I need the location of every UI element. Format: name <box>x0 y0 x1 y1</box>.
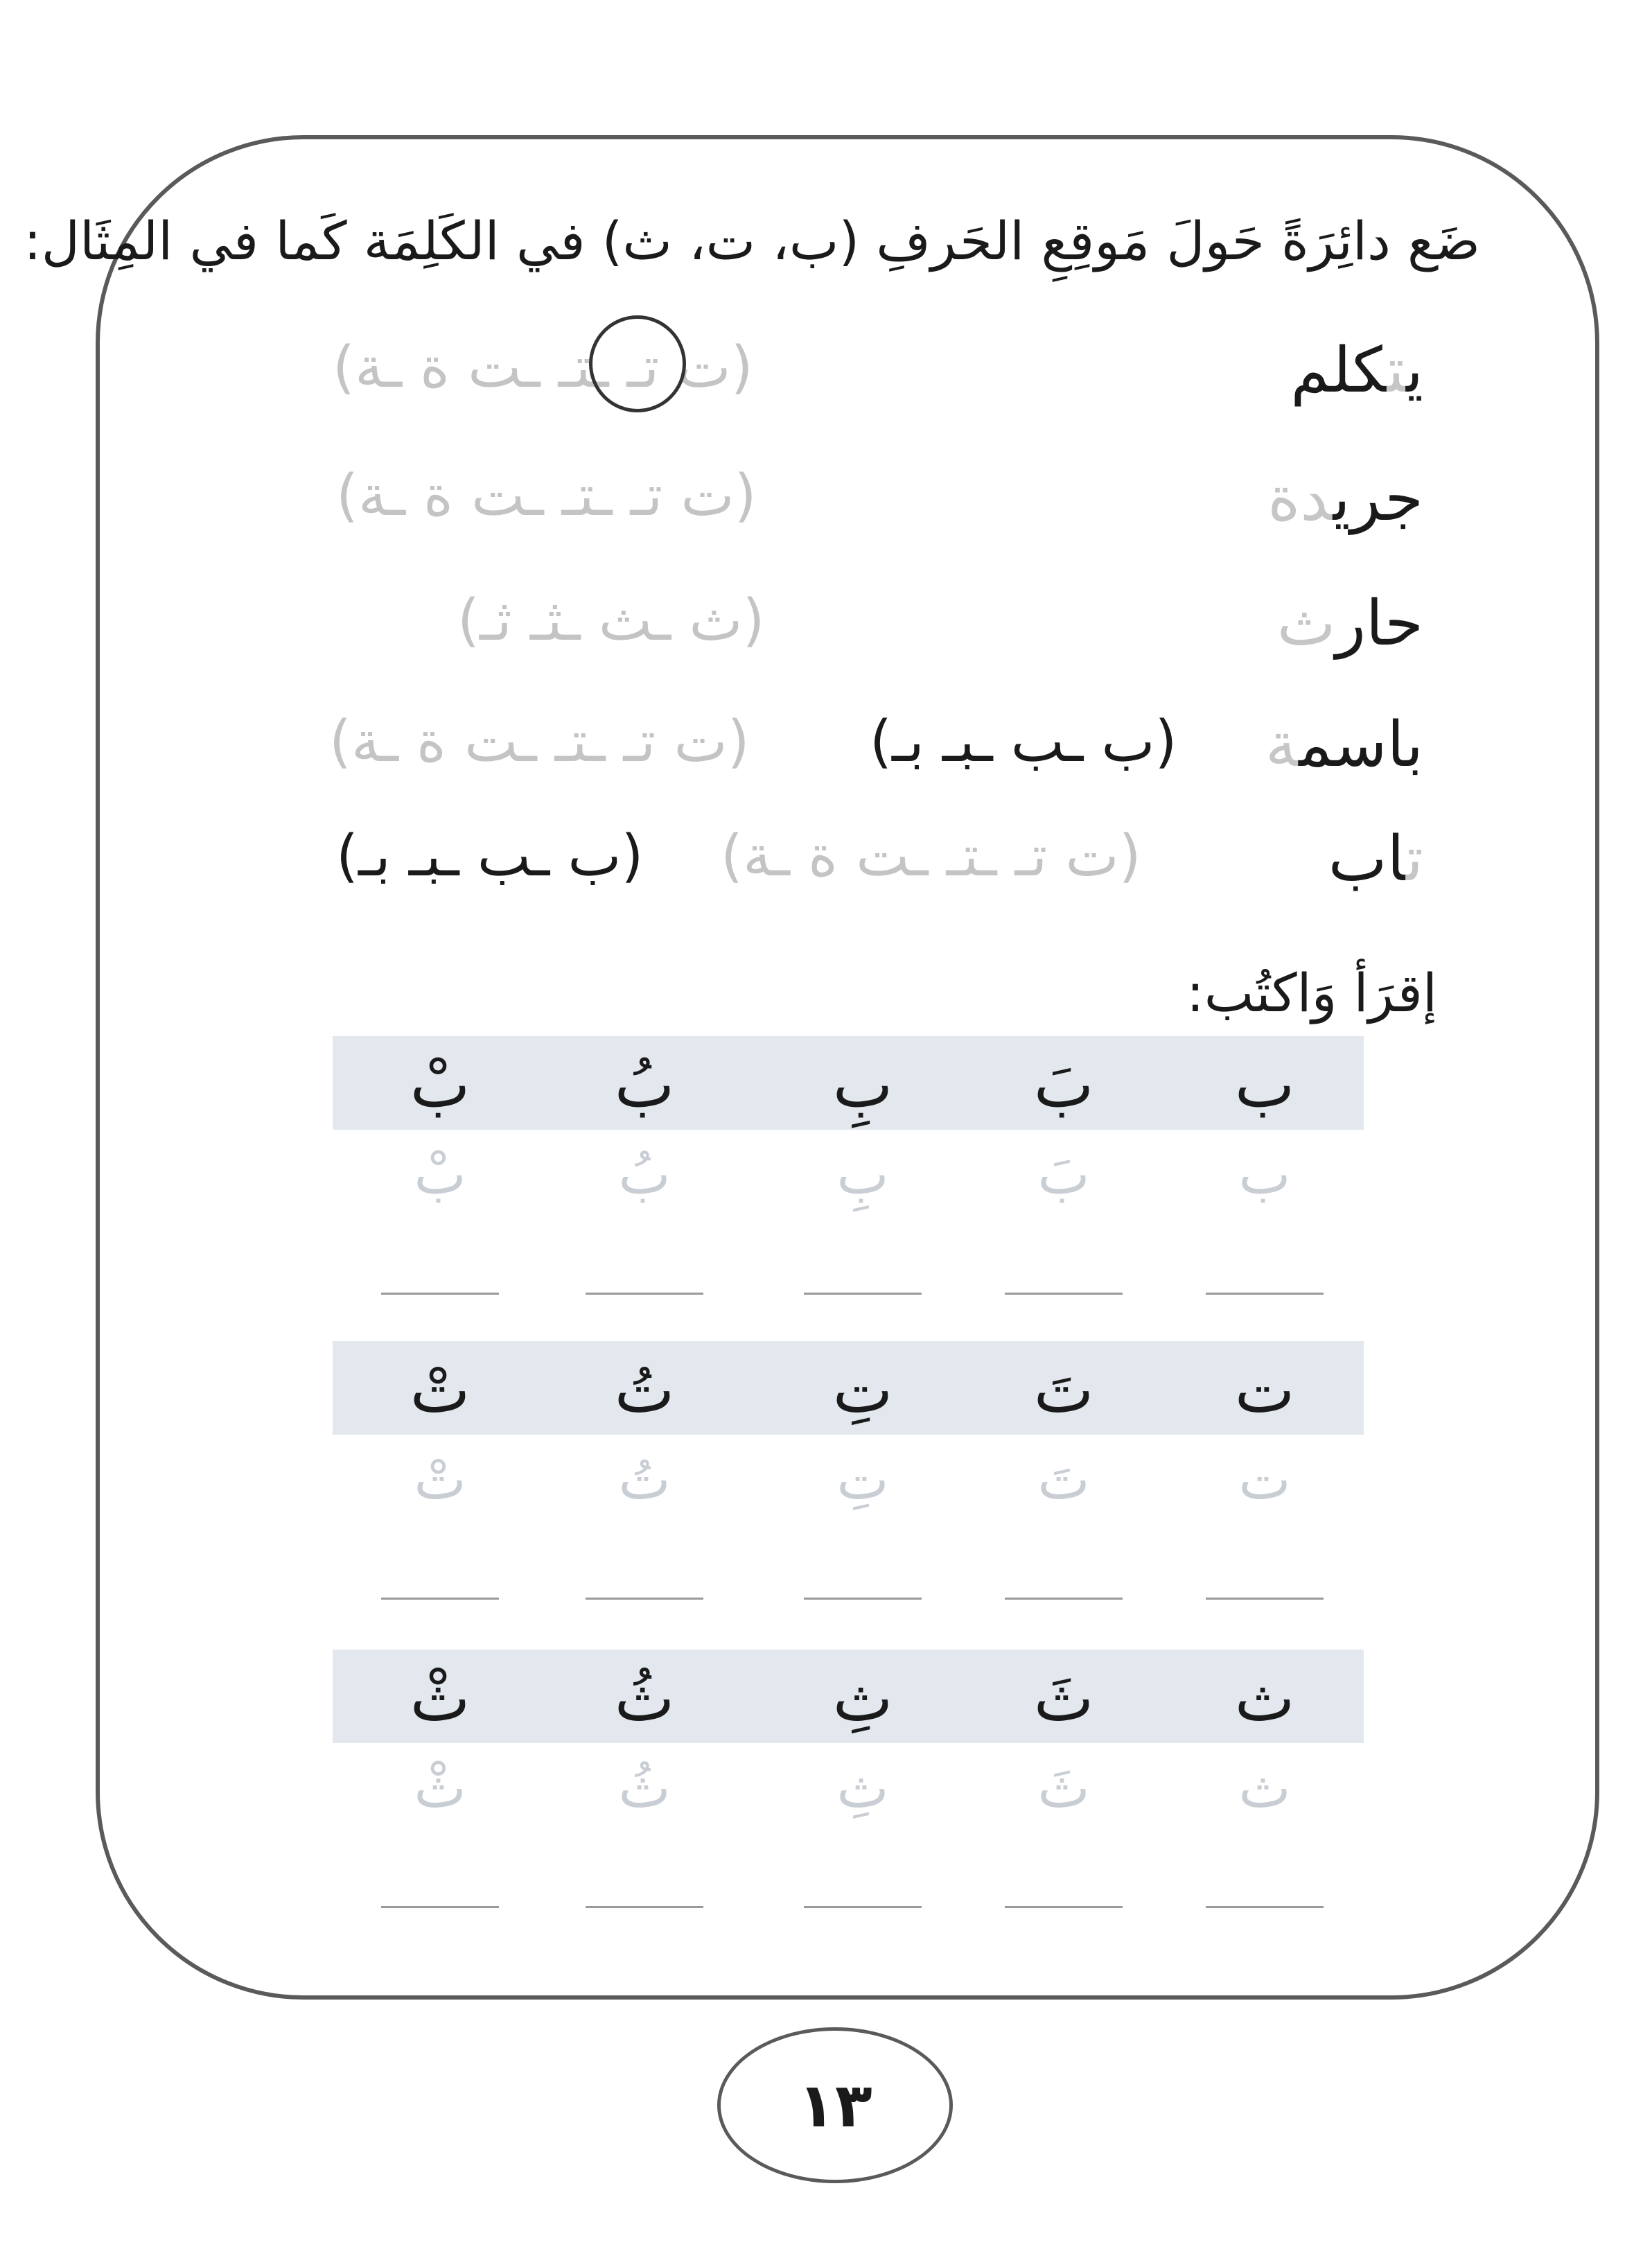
exercise-row-3 <box>277 587 1423 683</box>
trace-letter: بِ <box>836 1142 889 1207</box>
trace-letter: بُ <box>618 1142 671 1207</box>
exercise-word: باسمة <box>1265 708 1423 781</box>
letter-form: ثَ <box>1033 1661 1094 1735</box>
writing-line[interactable] <box>1206 1906 1324 1908</box>
letter-form: ثْ <box>410 1661 471 1735</box>
letter-forms-group: (ت تـ ـتـ ـت ة ـة) <box>721 823 1141 889</box>
letter-form: تَ <box>1033 1353 1094 1427</box>
trace-letter: ثُ <box>618 1756 671 1820</box>
page-number-oval <box>717 2027 953 2183</box>
trace-letter: ثْ <box>414 1756 466 1820</box>
writing-line[interactable] <box>1005 1598 1123 1600</box>
trace-letter: ثِ <box>836 1756 889 1820</box>
letter-forms-group: (ت تـ ـتـ ـت ة ـة) <box>336 463 757 529</box>
writing-line[interactable] <box>1206 1293 1324 1295</box>
letter-forms-group: (ت تـ ـتـ ـت ة ـة) <box>333 335 753 401</box>
writing-line[interactable] <box>586 1906 703 1908</box>
exercise-word: يتكلم <box>1290 334 1423 407</box>
trace-letter: ب <box>1238 1142 1291 1207</box>
letter-form: تْ <box>410 1353 471 1427</box>
letter-form: تُ <box>614 1353 675 1427</box>
letter-form: ت <box>1234 1353 1295 1427</box>
page-number: ١٣ <box>798 2069 872 2141</box>
trace-letter: بْ <box>414 1142 466 1207</box>
exercise-row-1 <box>277 334 1423 430</box>
writing-line[interactable] <box>804 1598 922 1600</box>
writing-line[interactable] <box>1005 1906 1123 1908</box>
writing-line[interactable] <box>1005 1293 1123 1295</box>
example-answer-circle <box>589 315 686 412</box>
writing-line[interactable] <box>381 1293 499 1295</box>
exercise-word: تاب <box>1328 823 1423 895</box>
trace-letter: تُ <box>618 1447 671 1512</box>
letter-forms-group: (ث ـث ـثـ ثـ) <box>457 588 765 654</box>
letter-form: بْ <box>410 1048 471 1122</box>
letter-form: بَ <box>1033 1048 1094 1122</box>
writing-line[interactable] <box>586 1598 703 1600</box>
writing-line[interactable] <box>586 1293 703 1295</box>
exercise-row-2 <box>277 462 1423 558</box>
letter-forms-group: (ب ـب ـبـ بـ) <box>870 709 1177 775</box>
letter-form: ثِ <box>832 1661 893 1735</box>
trace-letter: ت <box>1238 1447 1291 1512</box>
writing-line[interactable] <box>804 1906 922 1908</box>
writing-line[interactable] <box>1206 1598 1324 1600</box>
exercise-row-5 <box>277 823 1423 918</box>
trace-letter: تِ <box>836 1447 889 1512</box>
trace-letter: تْ <box>414 1447 466 1512</box>
trace-letter: بَ <box>1037 1142 1090 1207</box>
exercise-word: جريدة <box>1267 462 1423 535</box>
writing-line[interactable] <box>381 1598 499 1600</box>
letter-forms-group: (ت تـ ـتـ ـت ة ـة) <box>329 709 750 775</box>
writing-line[interactable] <box>381 1906 499 1908</box>
trace-letter: ثَ <box>1037 1756 1090 1820</box>
letter-form: تِ <box>832 1353 893 1427</box>
instruction-text: ضَع دائِرَةً حَولَ مَوقِعِ الحَرفِ (ب، ت، ث) في الكَلِمَة كَما في المِثَال: <box>24 210 1480 272</box>
letter-form: ث <box>1234 1661 1295 1735</box>
trace-letter: تَ <box>1037 1447 1090 1512</box>
exercise-word: حارث <box>1276 587 1423 660</box>
letter-forms-group: (ب ـب ـبـ بـ) <box>336 823 644 889</box>
letter-form: بُ <box>614 1048 675 1122</box>
trace-letter: ث <box>1238 1756 1291 1820</box>
letter-form: ثُ <box>614 1661 675 1735</box>
writing-line[interactable] <box>804 1293 922 1295</box>
letter-form: بِ <box>832 1048 893 1122</box>
exercise-row-4 <box>277 708 1423 804</box>
read-write-title: إقرَأ وَاكتُب: <box>1186 962 1437 1024</box>
letter-form: ب <box>1234 1048 1295 1122</box>
